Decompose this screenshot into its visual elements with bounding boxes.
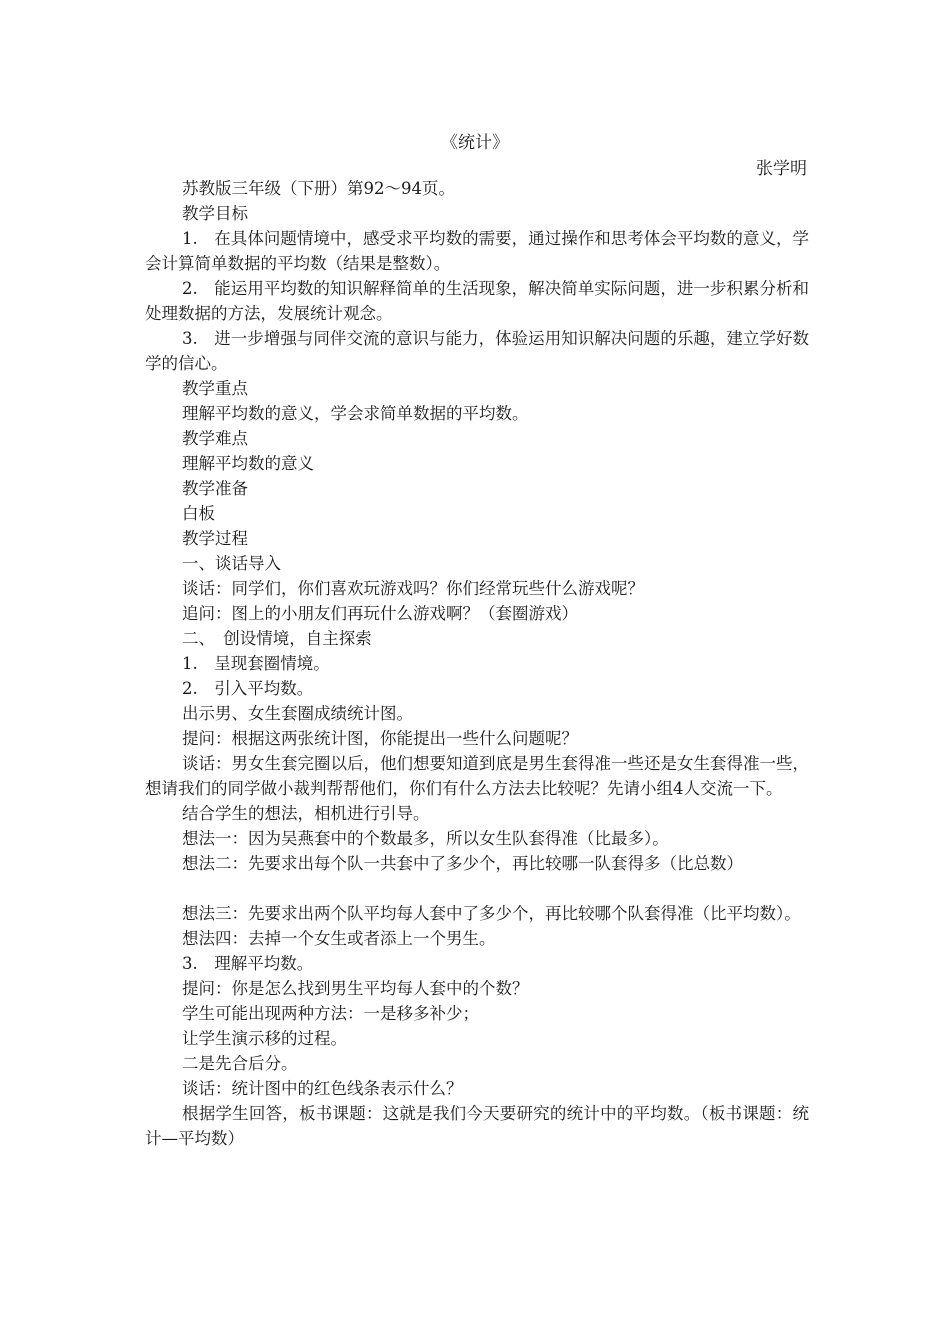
paragraph: 谈话：男女生套完圈以后，他们想要知道到底是男生套得准一些还是女生套得准一些，想请我们的同学做小裁判帮帮他们，你们有什么方法去比较呢？先请小组4人交流一下。 [145, 754, 809, 798]
paragraph: 追问：图上的小朋友们再玩什么游戏啊？（套圈游戏） [182, 604, 578, 623]
paragraph: 2. 引入平均数。 [182, 679, 314, 698]
paragraph: 想法三：先要求出两个队平均每人套中了多少个，再比较哪个队套得准（比平均数）。 [182, 904, 801, 923]
paragraph: 二、 创设情境，自主探索 [182, 629, 372, 648]
paragraph: 理解平均数的意义 [182, 454, 314, 473]
section-heading: 教学过程 [182, 529, 248, 548]
document-body [145, 176, 809, 1151]
document-author: 张学明 [756, 159, 807, 179]
paragraph: 3. 理解平均数。 [182, 954, 314, 973]
paragraph: 学生可能出现两种方法：一是移多补少； [182, 1004, 479, 1023]
paragraph: 2. 能运用平均数的知识解释简单的生活现象，解决简单实际问题，进一步积累分析和处理数据的方法，发展统计观念。 [145, 279, 809, 323]
paragraph: 谈话：统计图中的红色线条表示什么？ [182, 1079, 463, 1098]
paragraph: 谈话：同学们，你们喜欢玩游戏吗？你们经常玩些什么游戏呢？ [182, 579, 644, 598]
section-heading: 教学准备 [182, 479, 248, 498]
section-heading: 教学难点 [182, 429, 248, 448]
paragraph: 想法四：去掉一个女生或者添上一个男生。 [182, 929, 496, 948]
section-heading: 教学目标 [182, 204, 248, 223]
paragraph: 一、谈话导入 [182, 554, 281, 573]
paragraph: 想法二：先要求出每个队一共套中了多少个，再比较哪一队套得多（比总数） [182, 854, 743, 873]
paragraph: 根据学生回答，板书课题：这就是我们今天要研究的统计中的平均数。（板书课题：统计—平均数） [145, 1104, 809, 1148]
paragraph: 提问：根据这两张统计图，你能提出一些什么问题呢？ [182, 729, 578, 748]
document-title: 《统计》 [441, 133, 509, 153]
paragraph: 理解平均数的意义，学会求简单数据的平均数。 [182, 404, 529, 423]
paragraph: 二是先合后分。 [182, 1054, 298, 1073]
paragraph: 苏教版三年级（下册）第92～94页。 [182, 179, 455, 198]
paragraph: 白板 [182, 504, 215, 523]
paragraph: 1. 呈现套圈情境。 [182, 654, 330, 673]
paragraph: 出示男、女生套圈成绩统计图。 [182, 704, 413, 723]
blank-line [145, 876, 809, 901]
paragraph: 结合学生的想法，相机进行引导。 [182, 804, 430, 823]
section-heading: 教学重点 [182, 379, 248, 398]
paragraph: 1. 在具体问题情境中，感受求平均数的需要，通过操作和思考体会平均数的意义，学会计算简单数据的平均数（结果是整数）。 [145, 229, 809, 273]
paragraph: 想法一：因为吴燕套中的个数最多，所以女生队套得准（比最多）。 [182, 829, 669, 848]
paragraph: 让学生演示移的过程。 [182, 1029, 347, 1048]
paragraph: 提问：你是怎么找到男生平均每人套中的个数？ [182, 979, 529, 998]
paragraph: 3. 进一步增强与同伴交流的意识与能力，体验运用知识解决问题的乐趣，建立学好数学的信心。 [145, 329, 809, 373]
